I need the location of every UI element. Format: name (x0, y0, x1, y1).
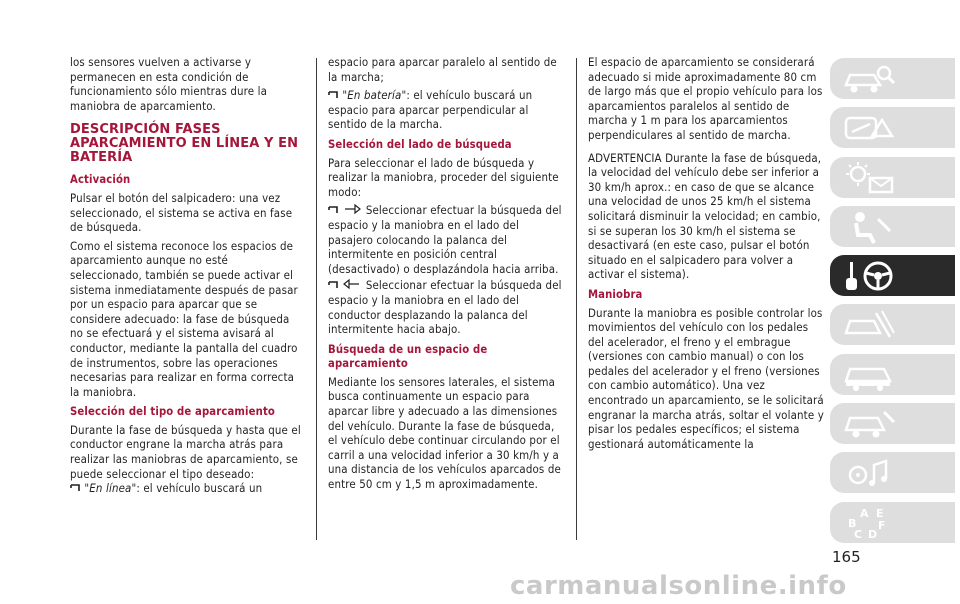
subheading-busqueda: Búsqueda de un espacio de aparcamiento (328, 342, 488, 371)
bullet-arrow-icon (328, 206, 339, 214)
tab-car-search[interactable] (830, 58, 955, 99)
key-steering-wheel-icon (840, 258, 900, 294)
index-letter: A (860, 506, 869, 520)
paragraph: Durante la maniobra es posible controlar los movimientos del vehículo con los pedales del acelerador, el freno y el embrague (versiones con cambio manual) o con los pedales del acelerador y el freno (versiones con cambio automático). Una vez encontrado un aparcamiento, se le solicitará engranar la marcha atrás, soltar el volante y pisar los pedales específicos; el sistema gestionará automáticamente la (588, 305, 824, 451)
text-column-2 (328, 55, 566, 496)
bullet-arrow-icon (70, 484, 81, 492)
bullet-item: "En línea": el vehículo buscará un (70, 481, 302, 496)
watermark: carmanualsonline.info (510, 571, 847, 601)
text-column-3 (588, 55, 824, 455)
paragraph: Durante la fase de búsqueda y hasta que el conductor engrane la marcha atrás para realizar las maniobras de aparcamiento, se puede seleccionar el tipo deseado: (70, 422, 301, 481)
tab-car-crash-warning[interactable] (830, 304, 955, 345)
subheading-activacion: Activación (70, 173, 131, 187)
alphabetical-index-icon (840, 505, 900, 541)
index-letter: B (848, 516, 857, 530)
bullet-arrow-icon (328, 91, 339, 99)
section-heading: DESCRIPCIÓN FASES APARCAMIENTO EN LÍNEA Y EN BATERÍA (70, 122, 299, 166)
tab-sun-envelope[interactable] (830, 157, 955, 198)
tab-alphabetical-index[interactable] (830, 502, 955, 543)
bullet-item: Seleccionar efectuar la búsqueda del espacio y la maniobra en el lado del pasajero colocando la palanca del intermitente en posición central (desactivado) o desplazándola hacia arriba. (328, 203, 562, 276)
paragraph: Pulsar el botón del salpicadero: una vez seleccionado, el sistema se activa en fase de búsqueda. (70, 190, 293, 235)
chapter-tabs (830, 58, 955, 551)
car-service-icon (840, 357, 900, 393)
sun-envelope-icon (840, 160, 900, 196)
multimedia-icon (840, 455, 900, 491)
car-wrench-icon (840, 406, 900, 442)
tab-dashboard-lights[interactable] (830, 107, 955, 148)
bullet-item: Seleccionar efectuar la búsqueda del espacio y la maniobra en el lado del conductor desplazando la palanca del intermitente hacia abajo. (328, 278, 562, 337)
page-number: 165 (832, 548, 861, 566)
subheading-seleccion-lado: Selección del lado de búsqueda (328, 137, 512, 151)
index-letter: D (868, 527, 878, 541)
car-search-icon (840, 61, 900, 97)
index-letter: C (854, 527, 863, 541)
tab-seated-passenger[interactable] (830, 206, 955, 247)
column-divider (316, 58, 317, 540)
subheading-seleccion-tipo: Selección del tipo de aparcamiento (70, 405, 275, 419)
subheading-maniobra: Maniobra (588, 287, 643, 301)
text-column-1 (70, 55, 302, 496)
paragraph: espacio para aparcar paralelo al sentido de la marcha; (328, 55, 557, 84)
seated-passenger-icon (840, 209, 900, 245)
paragraph: Mediante los sensores laterales, el sistema busca continuamente un espacio para aparcar libre y adecuado a las dimensiones del vehículo. Durante la fase de búsqueda, el vehículo debe continuar circulando por el carril a una velocidad inferior a 30 km/h y a una distancia de los vehículos aparcados de entre 50 cm y 1,5 m aproximadamente. (328, 374, 561, 492)
tab-car-wrench[interactable] (830, 403, 955, 444)
car-crash-warning-icon (840, 307, 900, 343)
paragraph: El espacio de aparcamiento se considerará adecuado si mide aproximadamente 80 cm de largo más que el propio vehículo para los aparcamientos paralelos al sentido de marcha y 1 m para los aparcamientos perpendiculares al sentido de marcha. (588, 55, 823, 142)
bullet-item: "En batería": el vehículo buscará un espacio para aparcar perpendicular al sentido de la marcha. (328, 88, 533, 132)
turn-signal-right-icon (343, 203, 361, 215)
paragraph: Para seleccionar el lado de búsqueda y realizar la maniobra, proceder del siguiente modo: (328, 155, 559, 199)
bullet-arrow-icon (328, 281, 339, 289)
tab-car-service[interactable] (830, 354, 955, 395)
paragraph: los sensores vuelven a activarse y permanecen en esta condición de funcionamiento sólo mientras dure la maniobra de aparcamiento. (70, 55, 268, 113)
index-letter: F (878, 518, 886, 532)
index-letter: E (876, 506, 884, 520)
tab-multimedia[interactable] (830, 452, 955, 493)
tab-key-steering-wheel[interactable] (830, 255, 955, 296)
warning-paragraph: ADVERTENCIA Durante la fase de búsqueda, la velocidad del vehículo debe ser inferior a 30 km/h aprox.: en caso de que se alcance una velocidad de unos 25 km/h el sistema solicitará disminuir la velocidad; en cambio, si se superan los 30 km/h el sistema se desactivará (en este caso, pulsar el botón situado en el salpicadero para volver a activar el sistema). (588, 150, 822, 282)
turn-signal-left-icon (343, 278, 361, 290)
paragraph: Como el sistema reconoce los espacios de aparcamiento aunque no esté seleccionado, también se puede activar el sistema inmediatamente después de pasar por un espacio para aparcar que se considere adecuado: la fase de búsqueda no se efectuará y el sistema avisará al conductor, mediante la pantalla del cuadro de instrumentos, sobre las operaciones necesarias para realizar en forma correcta la maniobra. (70, 238, 298, 399)
dashboard-lights-icon (840, 110, 900, 146)
column-divider (576, 58, 577, 540)
